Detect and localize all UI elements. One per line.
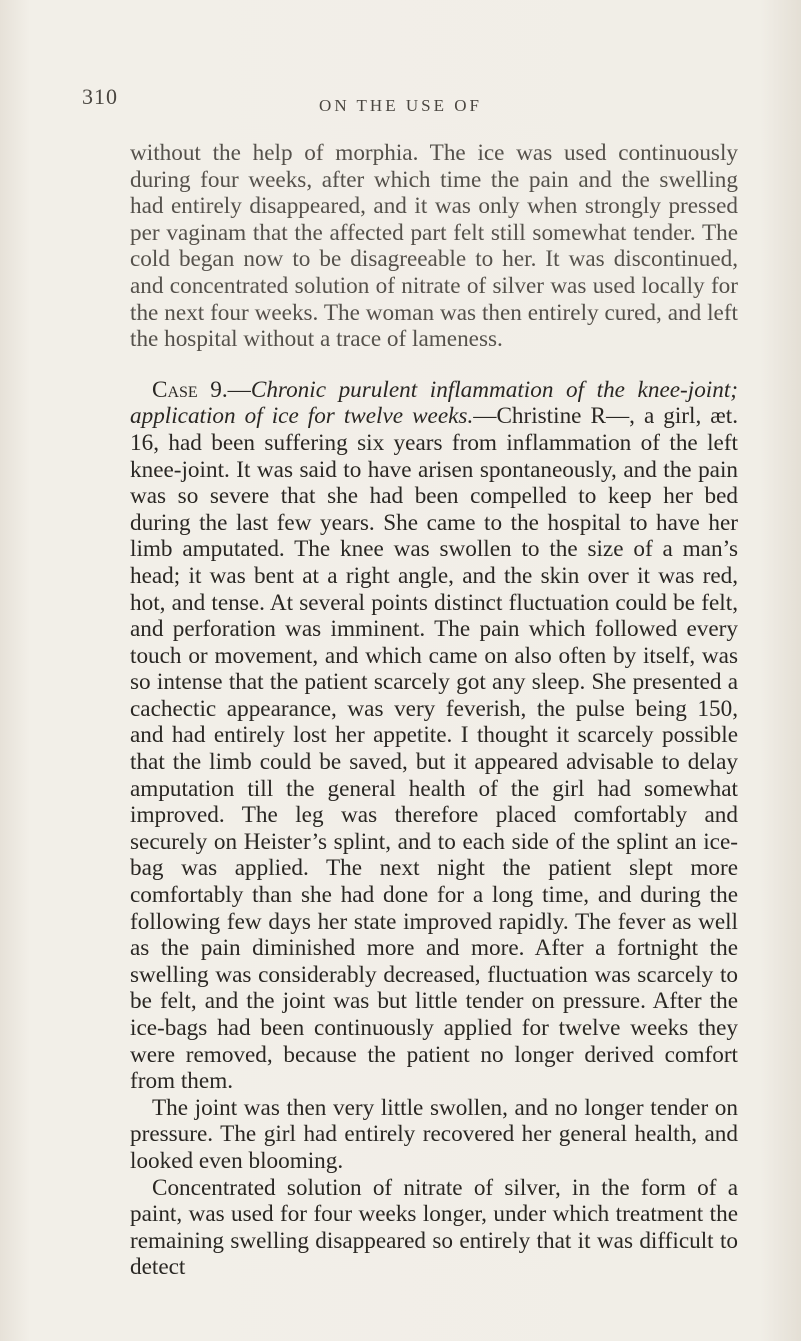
paragraph-continuation: without the help of morphia. The ice was used continuously during four weeks, after which time the pain and the swelling had entirely disappeared, and it was only when strongly pressed per vaginam that the affected part felt still somewhat tender. The cold began now to be disagreeable to her. It was discontinued, and concentrated solution of nitrate of silver was used locally for the next four weeks. The woman was then entirely cured, and left the hospital without a trace of lameness. xyxy=(130,140,738,353)
body-text xyxy=(130,140,738,1281)
paragraph-joint-recovery: The joint was then very little swollen, and no longer tender on pressure. The girl had entirely recovered her general health, and looked even blooming. xyxy=(130,1094,738,1174)
paragraph-nitrate-treatment: Concentrated solution of nitrate of silver, in the form of a paint, was used for four weeks longer, under which treatment the remaining swelling disappeared so entirely that it was difficult to detect xyxy=(130,1174,738,1281)
paragraph-case-9 xyxy=(130,377,738,1095)
running-head: ON THE USE OF xyxy=(319,96,482,115)
case-body: —Christine R—, a girl, æt. 16, had been suffering six years from inflammation of the left knee-joint. It was said to have arisen spontaneously, and the pain was so severe that she had been compelled to keep her bed during the last few years. She came to the hospital to have her limb amputated. The knee was swollen to the size of a man’s head; it was bent at a right angle, and the skin over it was red, hot, and tense. At several points distinct fluctuation could be felt, and perforation was imminent. The pain which followed every touch or movement, and which came on also often by itself, was so intense that the patient scarcely got any sleep. She presented a cachectic appearance, was very feverish, the pulse being 150, and had entirely lost her appetite. I thought it scarcely possible that the limb could be saved, but it appeared advisable to delay amputation till the general health of the girl had somewhat improved. The leg was therefore placed comfortably and securely on Heister’s splint, and to each side of the splint an ice-bag was applied. The next night the patient slept more comfortably than she had done for a long time, and during the following few days her state improved rapidly. The fever as well as the pain diminished more and more. After a fortnight the swelling was considerably decreased, fluctuation was scarcely to be felt, and the joint was but little tender on pressure. After the ice-bags had been continuously applied for twelve weeks they were removed, because the patient no longer derived comfort from them. xyxy=(130,403,738,1095)
page-number: 310 xyxy=(82,84,118,109)
case-dash: — xyxy=(227,376,251,403)
case-title: Chronic purulent inflammation of the knee-joint; application of ice for twelve weeks. xyxy=(130,376,738,430)
case-label: Case 9. xyxy=(152,376,228,403)
